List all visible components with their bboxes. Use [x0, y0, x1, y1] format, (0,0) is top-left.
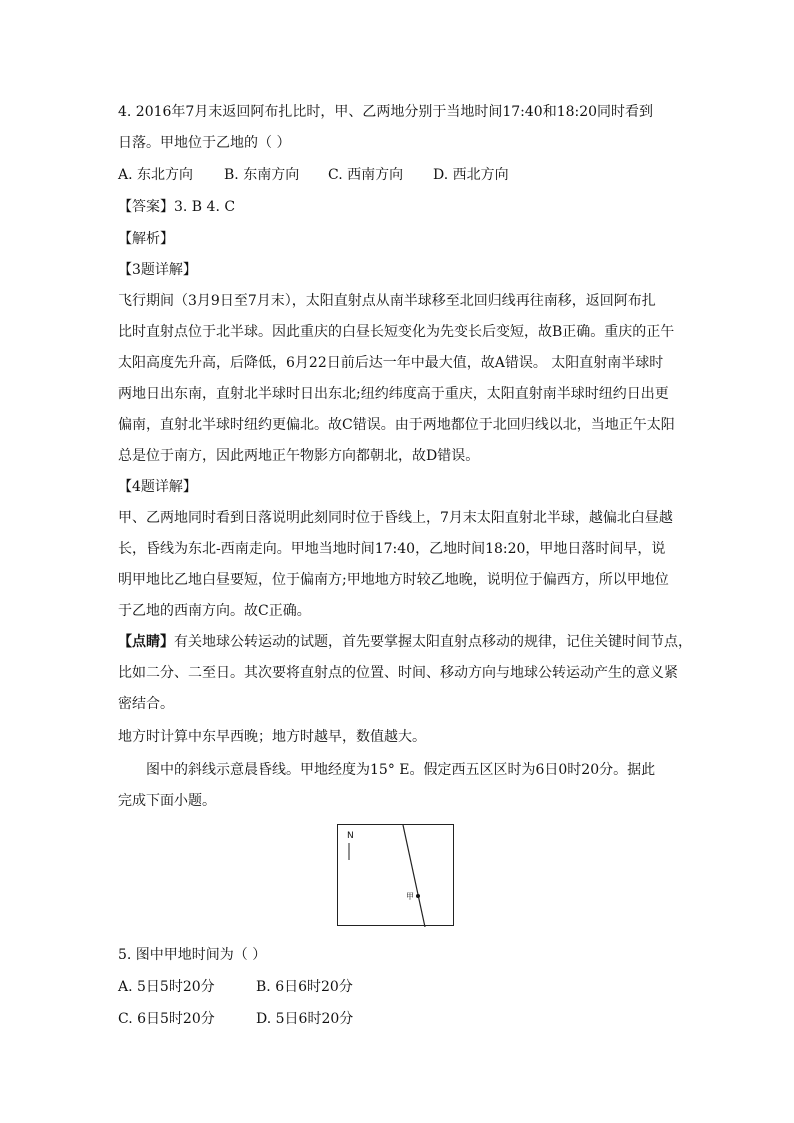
q4-option-d: D. 西北方向 [433, 167, 509, 183]
q4-detail-line: 甲、乙两地同时看到日落说明此刻同时位于昏线上，7月末太阳直射北半球，越偏北白昼越 [118, 510, 673, 526]
intro-line-1: 图中的斜线示意晨昏线。甲地经度为15° E。假定西五区区时为6日0时20分。据此 [146, 762, 656, 778]
dianjing-text: 有关地球公转运动的试题，首先要掌握太阳直射点移动的规律，记住关键时间节点， [174, 634, 692, 650]
q3-detail-line: 飞行期间（3月9日至7月末），太阳直射点从南半球移至北回归线再往南移，返回阿布扎 [118, 293, 656, 309]
point-jia-marker [416, 894, 420, 898]
dianjing-line-3: 密结合。 [118, 696, 174, 712]
q5-option-a: A. 5日5时20分 [118, 979, 215, 995]
q5-option-c: C. 6日5时20分 [118, 1011, 215, 1027]
q3-detail-line: 太阳高度先升高，后降低，6月22日前后达一年中最大值，故A错误。 太阳直射南半球时 [118, 355, 664, 371]
q5-stem: 5. 图中甲地时间为（ ） [118, 947, 267, 963]
terminator-diagram [338, 825, 455, 927]
q4-detail-label: 【4题详解】 [118, 479, 197, 495]
q3-detail-line: 总是位于南方，因此两地正午物影方向都朝北，故D错误。 [118, 448, 480, 464]
q5-option-d: D. 5日6时20分 [256, 1011, 354, 1027]
q4-detail-line: 长，昏线为东北-西南走向。甲地当地时间17:40，乙地时间18:20，甲地日落时间早，说 [118, 541, 666, 557]
analysis-label: 【解析】 [118, 231, 174, 247]
intro-line-2: 完成下面小题。 [118, 793, 216, 809]
point-jia-label: 甲 [406, 892, 414, 901]
dianjing-label: 【点睛】 [118, 634, 174, 650]
q5-options-row-1 [118, 977, 680, 997]
q3-detail-label: 【3题详解】 [118, 262, 197, 278]
answer-line: 【答案】3. B 4. C [118, 199, 236, 215]
q3-detail-line: 比时直射点位于北半球。因此重庆的白昼长短变化为先变长后变短，故B正确。重庆的正午 [118, 324, 675, 340]
dianjing-line-1 [118, 632, 692, 652]
q5-options-row-2 [118, 1009, 680, 1029]
q4-option-a: A. 东北方向 [118, 167, 194, 183]
q3-detail-line: 两地日出东南，直射北半球时日出东北;纽约纬度高于重庆，太阳直射南半球时纽约日出更 [118, 386, 669, 402]
q4-options [118, 165, 680, 185]
q4-stem-line-2: 日落。甲地位于乙地的（ ） [118, 135, 291, 151]
q4-stem-line-1: 4. 2016年7月末返回阿布扎比时，甲、乙两地分别于当地时间17:40和18:20同时看到 [118, 104, 654, 120]
local-time-note: 地方时计算中东早西晚；地方时越早，数值越大。 [118, 729, 426, 745]
q5-option-b: B. 6日6时20分 [256, 979, 353, 995]
q4-option-b: B. 东南方向 [224, 167, 300, 183]
q4-detail-line: 明甲地比乙地白昼要短，位于偏南方;甲地地方时较乙地晚，说明位于偏西方，所以甲地位 [118, 572, 669, 588]
terminator-figure [337, 824, 454, 926]
q4-option-c: C. 西南方向 [328, 167, 404, 183]
terminator-line [403, 825, 425, 927]
dianjing-line-2: 比如二分、二至日。其次要将直射点的位置、时间、移动方向与地球公转运动产生的意义紧 [118, 665, 678, 681]
q3-detail-line: 偏南，直射北半球时纽约更偏北。故C错误。由于两地都位于北回归线以北，当地正午太阳 [118, 417, 675, 433]
north-label: N [347, 831, 354, 841]
q4-detail-line: 于乙地的西南方向。故C正确。 [118, 603, 311, 619]
